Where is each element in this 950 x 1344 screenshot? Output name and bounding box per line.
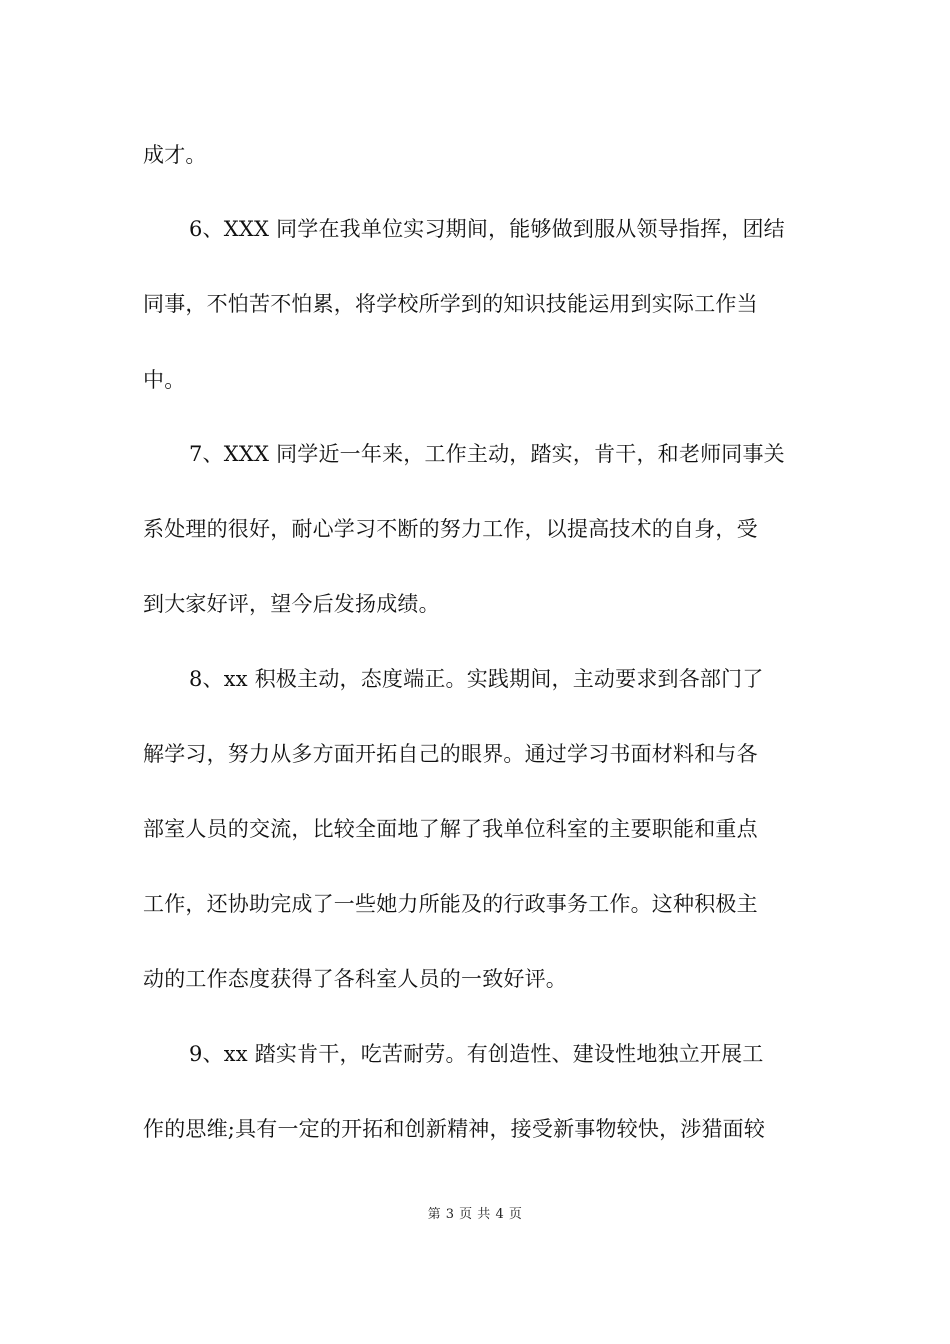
paragraph-7-line-1: 7、XXX 同学近一年来，工作主动，踏实，肯干，和老师同事关	[189, 442, 785, 466]
paragraph-6-line-2: 同事，不怕苦不怕累，将学校所学到的知识技能运用到实际工作当	[143, 292, 758, 316]
paragraph-9-line-1: 9、xx 踏实肯干，吃苦耐劳。有创造性、建设性地独立开展工	[189, 1042, 764, 1066]
text-line: 成才。	[143, 143, 207, 167]
paragraph-8-line-3: 部室人员的交流，比较全面地了解了我单位科室的主要职能和重点	[143, 817, 758, 841]
paragraph-8-line-5: 动的工作态度获得了各科室人员的一致好评。	[143, 967, 567, 991]
paragraph-7-line-2: 系处理的很好，耐心学习不断的努力工作，以提高技术的自身，受	[143, 517, 758, 541]
paragraph-8-line-4: 工作，还协助完成了一些她力所能及的行政事务工作。这种积极主	[143, 892, 758, 916]
paragraph-8-line-2: 解学习，努力从多方面开拓自己的眼界。通过学习书面材料和与各	[143, 742, 758, 766]
paragraph-9-line-2: 作的思维;具有一定的开拓和创新精神，接受新事物较快，涉猎面较	[143, 1117, 766, 1141]
paragraph-6-line-1: 6、XXX 同学在我单位实习期间，能够做到服从领导指挥，团结	[189, 217, 785, 241]
paragraph-6-line-3: 中。	[143, 368, 186, 392]
paragraph-8-line-1: 8、xx 积极主动，态度端正。实践期间，主动要求到各部门了	[189, 667, 764, 691]
paragraph-7-line-3: 到大家好评，望今后发扬成绩。	[143, 592, 440, 616]
page-number-footer: 第 3 页 共 4 页	[427, 1207, 523, 1222]
